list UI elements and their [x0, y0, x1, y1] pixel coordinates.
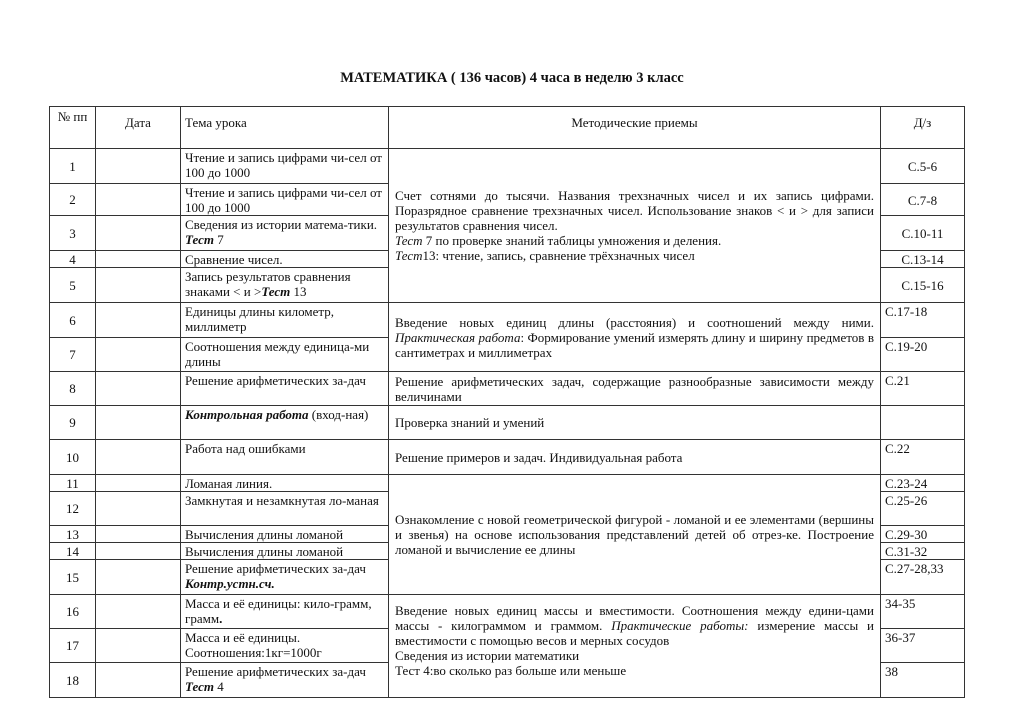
- table-row: [50, 406, 965, 440]
- text-segment: Единицы длины километр, миллиметр: [185, 304, 334, 334]
- text-segment: Ломаная линия.: [185, 476, 273, 491]
- homework-cell: С.15-16: [881, 268, 965, 303]
- lesson-date: [96, 149, 181, 184]
- lesson-date: [96, 595, 181, 629]
- methods-cell: [389, 475, 881, 595]
- lesson-topic: [181, 303, 389, 338]
- lesson-date: [96, 475, 181, 492]
- text-segment: Работа над ошибками: [185, 441, 306, 456]
- lesson-number: 12: [50, 492, 96, 526]
- text-segment: Решение примеров и задач. Индивидуальная работа: [395, 449, 683, 465]
- lesson-number: 13: [50, 526, 96, 543]
- lesson-date: [96, 440, 181, 475]
- lesson-date: [96, 303, 181, 338]
- text-segment: Тест: [395, 248, 423, 263]
- lesson-topic: [181, 526, 389, 543]
- text-segment: Тест: [395, 233, 423, 248]
- text-segment: Масса и её единицы. Соотношения:1кг=1000г: [185, 630, 322, 660]
- methods-cell: [389, 440, 881, 475]
- lesson-plan-table: [49, 106, 965, 698]
- methods-cell: [389, 303, 881, 372]
- lesson-topic: [181, 629, 389, 663]
- header-num: № пп: [50, 107, 96, 149]
- text-segment: 4: [213, 679, 224, 694]
- lesson-date: [96, 406, 181, 440]
- lesson-topic: [181, 663, 389, 698]
- text-segment: Вычисления длины ломаной: [185, 544, 344, 559]
- lesson-topic: [181, 338, 389, 372]
- text-segment: Чтение и запись цифрами чи-сел от 100 до 1000: [185, 185, 382, 215]
- homework-cell: [881, 406, 965, 440]
- text-segment: Тест: [185, 232, 214, 247]
- lesson-number: 16: [50, 595, 96, 629]
- homework-cell: С.22: [881, 440, 965, 475]
- lesson-number: 4: [50, 251, 96, 268]
- text-segment: Контр.устн.сч.: [185, 576, 275, 591]
- lesson-number: 6: [50, 303, 96, 338]
- table-row: [50, 149, 965, 184]
- lesson-number: 15: [50, 560, 96, 595]
- lesson-topic: [181, 184, 389, 216]
- lesson-topic: [181, 440, 389, 475]
- text-segment: 7 по проверке знаний таблицы умножения и деления.: [422, 233, 722, 248]
- methods-cell: [389, 406, 881, 440]
- homework-cell: 34-35: [881, 595, 965, 629]
- lesson-topic: [181, 543, 389, 560]
- table-row: [50, 440, 965, 475]
- lesson-topic: [181, 595, 389, 629]
- lesson-date: [96, 543, 181, 560]
- lesson-date: [96, 251, 181, 268]
- table-header-row: [50, 107, 965, 149]
- table-row: [50, 595, 965, 629]
- table-row: [50, 372, 965, 406]
- lesson-number: 10: [50, 440, 96, 475]
- text-segment: Практические работы:: [611, 618, 749, 633]
- text-segment: Тест: [185, 679, 214, 694]
- lesson-number: 3: [50, 216, 96, 251]
- text-segment: Сведения из истории матема-тики.: [185, 217, 378, 232]
- lesson-number: 8: [50, 372, 96, 406]
- homework-cell: С.13-14: [881, 251, 965, 268]
- lesson-number: 2: [50, 184, 96, 216]
- methods-cell: [389, 595, 881, 698]
- text-segment: Запись результатов сравнения знаками < и >: [185, 269, 351, 299]
- lesson-topic: [181, 216, 389, 251]
- text-segment: 13: чтение, запись, сравнение трёхзначных чисел: [422, 248, 695, 263]
- homework-cell: С.7-8: [881, 184, 965, 216]
- lesson-date: [96, 663, 181, 698]
- text-segment: 13: [290, 284, 307, 299]
- text-segment: .: [219, 611, 223, 626]
- homework-cell: С.27-28,33: [881, 560, 965, 595]
- lesson-number: 1: [50, 149, 96, 184]
- text-segment: Практическая работа: [395, 329, 521, 345]
- text-segment: Масса и её единицы: кило-грамм, грамм: [185, 596, 372, 626]
- lesson-date: [96, 629, 181, 663]
- homework-cell: С.25-26: [881, 492, 965, 526]
- homework-cell: С.19-20: [881, 338, 965, 372]
- methods-cell: [389, 372, 881, 406]
- text-segment: Контрольная работа: [185, 407, 309, 422]
- text-segment: измерение массы и вместимости с помощью весов и мерных сосудов: [395, 618, 874, 648]
- lesson-date: [96, 372, 181, 406]
- header-homework: Д/з: [881, 107, 965, 149]
- text-segment: (вход-ная): [308, 407, 369, 422]
- homework-cell: С.31-32: [881, 543, 965, 560]
- text-segment: Введение новых единиц длины (расстояния) и соотношений между ними.: [395, 314, 874, 330]
- lesson-topic: [181, 149, 389, 184]
- text-segment: Решение арифметических задач, содержащие разнообразные зависимости между величинами: [395, 373, 874, 404]
- lesson-topic: [181, 492, 389, 526]
- text-segment: Решение арифметических за-дач: [185, 561, 366, 576]
- lesson-number: 9: [50, 406, 96, 440]
- table-row: [50, 475, 965, 492]
- lesson-number: 18: [50, 663, 96, 698]
- text-segment: Счет сотнями до тысячи. Названия трехзначных чисел и их запись цифрами. Поразрядное сравнение трехзначных чисел. Использование знаков < и > для записи результатов сравнения чисел.: [395, 188, 874, 233]
- text-segment: Сведения из истории математики: [395, 648, 580, 663]
- text-segment: Тест 4:во сколько раз больше или меньше: [395, 663, 627, 678]
- lesson-number: 7: [50, 338, 96, 372]
- text-segment: Чтение и запись цифрами чи-сел от 100 до 1000: [185, 150, 382, 180]
- table-row: [50, 303, 965, 338]
- text-segment: Решение арифметических за-дач: [185, 664, 366, 679]
- text-segment: Тест: [261, 284, 291, 299]
- header-date: Дата: [96, 107, 181, 149]
- lesson-topic: [181, 251, 389, 268]
- homework-cell: С.23-24: [881, 475, 965, 492]
- text-segment: Введение новых единиц массы и вместимости. Соотношения между едини-цами массы - килограммом и граммом.: [395, 603, 874, 633]
- text-segment: Вычисления длины ломаной: [185, 527, 344, 542]
- text-segment: Проверка знаний и умений: [395, 415, 545, 430]
- text-segment: Ознакомление с новой геометрической фигурой - ломаной и ее элементами (вершины и звенья) на основе использования представлений детей об отрез-ке. Построение ломаной и вычисление ее длины: [395, 512, 874, 557]
- text-segment: 7: [213, 232, 224, 247]
- lesson-date: [96, 492, 181, 526]
- homework-cell: С.29-30: [881, 526, 965, 543]
- lesson-topic: [181, 560, 389, 595]
- homework-cell: С.5-6: [881, 149, 965, 184]
- lesson-topic: [181, 268, 389, 303]
- text-segment: Решение арифметических за-дач: [185, 373, 366, 388]
- homework-cell: С.21: [881, 372, 965, 406]
- document-title: МАТЕМАТИКА ( 136 часов) 4 часа в неделю 3 класс: [340, 70, 684, 86]
- homework-cell: С.10-11: [881, 216, 965, 251]
- header-topic: Тема урока: [181, 107, 389, 149]
- homework-cell: С.17-18: [881, 303, 965, 338]
- text-segment: Соотношения между единица-ми длины: [185, 339, 370, 369]
- header-methods: Методические приемы: [389, 107, 881, 149]
- lesson-date: [96, 560, 181, 595]
- lesson-date: [96, 216, 181, 251]
- text-segment: Сравнение чисел.: [185, 252, 283, 267]
- lesson-number: 17: [50, 629, 96, 663]
- lesson-topic: [181, 475, 389, 492]
- lesson-number: 5: [50, 268, 96, 303]
- lesson-date: [96, 526, 181, 543]
- methods-cell: [389, 149, 881, 303]
- lesson-topic: [181, 372, 389, 406]
- lesson-number: 14: [50, 543, 96, 560]
- text-segment: : Формирование умений измерять длину и ширину предметов в сантиметрах и миллиметрах: [395, 329, 874, 360]
- lesson-number: 11: [50, 475, 96, 492]
- homework-cell: 38: [881, 663, 965, 698]
- lesson-topic: [181, 406, 389, 440]
- lesson-date: [96, 184, 181, 216]
- lesson-date: [96, 338, 181, 372]
- lesson-date: [96, 268, 181, 303]
- text-segment: Замкнутая и незамкнутая ло-маная: [185, 493, 379, 508]
- homework-cell: 36-37: [881, 629, 965, 663]
